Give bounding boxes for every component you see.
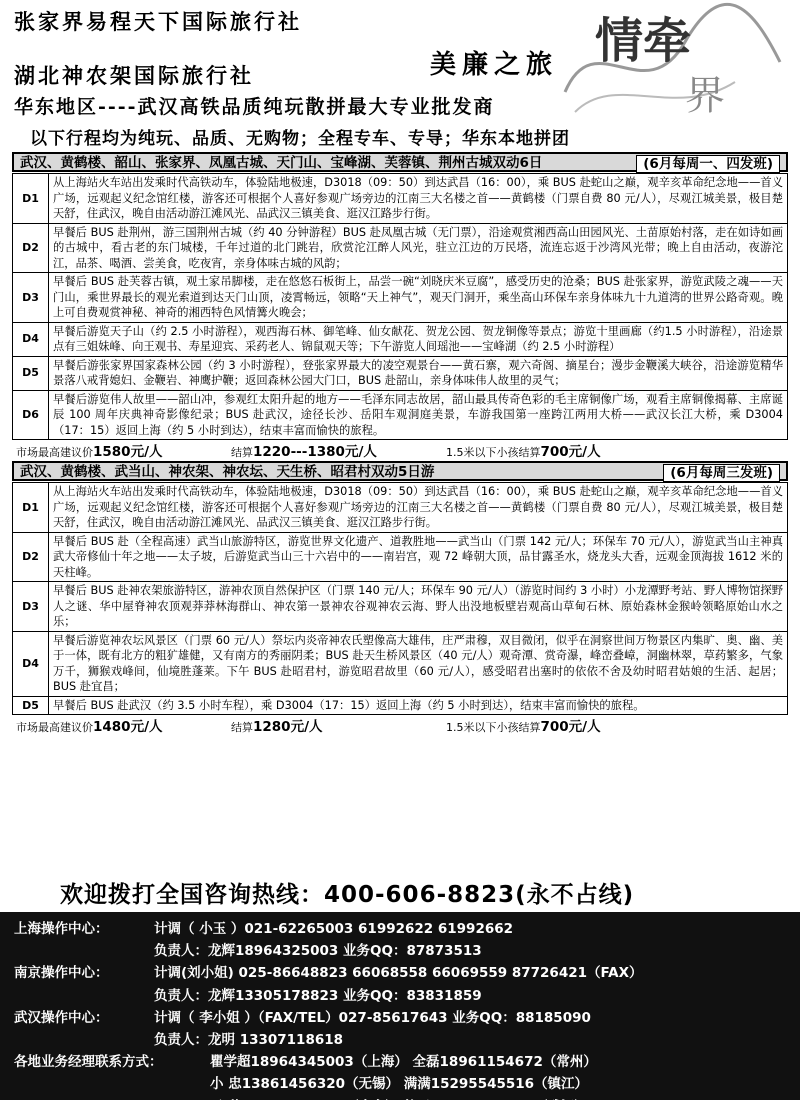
managers-label: 各地业务经理联系方式： (14, 1054, 163, 1071)
decorative-calligraphy (555, 2, 785, 120)
wuhan-center-label: 武汉操作中心： (14, 1009, 109, 1026)
table-row (13, 483, 788, 533)
route2-title-bar (12, 461, 788, 481)
table-row (13, 631, 788, 696)
wuhan-manager: 负责人：龙明 13307118618 (154, 1031, 344, 1048)
day-description: 早餐后游张家界国家森林公园（约 3 小时游程），登张家界最大的凌空观景台——黄石寨，观六奇阁、摘星台；漫步金鞭溪大峡谷，沿途游览精华景落八戒背媳妇、金鞭岩、神鹰护鞭；返回森林公园大门口，BUS 赴韶山，亲身体味伟人故里的灵气； (49, 356, 788, 390)
shanghai-manager-row (14, 940, 786, 962)
child-price: 1.5米以下小孩结算700元/人 (446, 444, 601, 460)
table-row (13, 322, 788, 356)
nanjing-manager-row (14, 985, 786, 1007)
managers-line-2: 小 忠13861456320（无锡） 满满15295545516（镇江） (210, 1076, 589, 1093)
wuhan-phones: 计调（ 李小姐 ）（FAX/TEL）027-85617643 业务QQ：88185090 (154, 1009, 591, 1026)
day-description: 从上海站火车站出发乘时代高铁动车，体验陆地极速，D3018（09：50）到达武昌（16：00），乘 BUS 赴蛇山之巅，观辛亥革命纪念地——首义广场，远观起义纪念馆红楼，游客还可根据个人喜好参观广场旁边的江南三大名楼之首——黄鹤楼（门票自费 80 元/人），尽观江城美景，极目楚天舒，住武汉，晚自由活动游江滩风光、品武汉三镇美食、逛汉江路步行街。 (49, 174, 788, 224)
agency-name-2: 湖北神农架国际旅行社 (14, 63, 254, 88)
route2-schedule-tag: (6月每周三发班) (663, 464, 780, 482)
route2-title: 武汉、黄鹤楼、武当山、神农架、神农坛、天生桥、昭君村双动5日游 (20, 464, 435, 480)
route1-schedule-tag: (6月每周一、四发班) (636, 155, 780, 173)
table-row (13, 223, 788, 273)
contact-panel (0, 912, 800, 1115)
day-label: D2 (13, 223, 49, 273)
settle-price: 结算1220---1380元/人 (231, 444, 377, 460)
table-row (13, 582, 788, 632)
day-label: D4 (13, 322, 49, 356)
market-price: 市场最高建议价1480元/人 (16, 719, 163, 735)
nanjing-center-label: 南京操作中心： (14, 965, 109, 982)
nanjing-phones: 计调(刘小姐) 025-86648823 66068558 66069559 87726421（FAX） (154, 965, 643, 982)
hotline: 欢迎拨打全国咨询热线：400-606-8823(永不占线) (60, 882, 635, 908)
settle-price: 结算1280元/人 (231, 719, 323, 735)
route2-price-row (16, 717, 784, 733)
market-price: 市场最高建议价1580元/人 (16, 444, 163, 460)
day-label: D2 (13, 532, 49, 582)
day-description: 早餐后游览神农坛风景区（门票 60 元/人）祭坛内炎帝神农氏塑像高大雄伟，庄严肃穆，双目微闭，似乎在洞察世间万物景区内集旷、奥、幽、美于一体，既有北方的粗犷雄健，又有南方的秀丽阴柔；BUS 赴天生桥风景区（40 元/人）观奇潭、赏奇瀑，峰峦叠嶂，洞幽林翠，草药繁多，气象万千，狮猴戏峰间，仙境胜蓬莱。下午 BUS 赴昭君村，游览昭君故里（60 元/人），感受昭君出塞时的依依不舍及幼时昭君姑娘的生活、起居；BUS 赴宜昌； (49, 631, 788, 696)
route1-title: 武汉、黄鹤楼、韶山、张家界、凤凰古城、天门山、宝峰湖、芙蓉镇、荆州古城双动6日 (20, 155, 543, 171)
day-label: D5 (13, 356, 49, 390)
wuhan-manager-row (14, 1029, 786, 1051)
agency-name-1: 张家界易程天下国际旅行社 (14, 9, 302, 34)
day-description: 早餐后 BUS 赴芙蓉古镇，观土家吊脚楼，走在悠悠石板街上，品尝一碗“刘晓庆米豆腐”，感受历史的沧桑；BUS 赴张家界，游览武陵之魂——天门山，乘世界最长的观光索道到达天门山顶，凌霄畅远，领略“天上神气”，观天门洞开，乘坐高山环保车亲身体味九十九道湾的世界公路奇观。晚上可自费观赏神秘、神奇的湘西特色风情篝火晚会； (49, 273, 788, 323)
managers-row-2 (14, 1073, 786, 1095)
route1-price-row (16, 442, 784, 458)
managers-row-3 (14, 1096, 786, 1118)
deco-text-2: 界 (685, 73, 725, 119)
day-label: D4 (13, 631, 49, 696)
agency-tagline: 华东地区----武汉高铁品质纯玩散拼最大专业批发商 (14, 96, 495, 118)
day-label: D3 (13, 273, 49, 323)
shanghai-manager: 负责人：龙辉18964325003 业务QQ：87873513 (154, 943, 482, 960)
table-row (13, 273, 788, 323)
header (0, 0, 800, 152)
day-description: 早餐后 BUS 赴武汉（约 3.5 小时车程），乘 D3004（17：15）返回上海（约 5 小时到达），结束丰富而愉快的旅程。 (49, 696, 788, 715)
nanjing-contact-row (14, 962, 786, 984)
nanjing-manager: 负责人：龙辉13305178823 业务QQ：83831859 (154, 987, 482, 1004)
day-label: D6 (13, 390, 49, 440)
slogan: 以下行程均为纯玩、品质、无购物；全程专车、专导；华东本地拼团 (30, 129, 570, 149)
day-description: 早餐后游览天子山（约 2.5 小时游程），观西海石林、御笔峰、仙女献花、贺龙公园、贺龙铜像等景点；游览十里画廊（约1.5 小时游程），沿途景点有三姐妹峰、向王观书、寿星迎宾、采药老人、锦鼠观天等；下午游览人间瑶池——宝峰湖（约 2.5 小时游程） (49, 322, 788, 356)
managers-row-1 (14, 1051, 786, 1073)
day-label: D3 (13, 582, 49, 632)
day-label: D1 (13, 483, 49, 533)
deco-text-1: 情牵 (595, 13, 692, 69)
managers-line-1: 瞿学超18964345003（上海） 全磊18961154672（常州） (210, 1054, 597, 1071)
wuhan-contact-row (14, 1007, 786, 1029)
child-price: 1.5米以下小孩结算700元/人 (446, 719, 601, 735)
route1-title-bar (12, 152, 788, 172)
route2-itinerary-table (12, 482, 788, 715)
table-row (13, 390, 788, 440)
table-row (13, 174, 788, 224)
brand-title: 美廉之旅 (430, 50, 559, 80)
day-description: 早餐后游览伟人故里——韶山冲，参观红太阳升起的地方——毛泽东同志故居，韶山最具传奇色彩的毛主席铜像广场，观看主席铜像揭幕、主席诞辰 100 周年庆典神奇影像纪录；BUS 赴武汉，途径长沙、岳阳车观洞庭美景，车游我国第一座跨江两用大桥——武汉长江大桥，乘 D3004（17：15）返回上海（约 5 小时到达），结束丰富而愉快的旅程。 (49, 390, 788, 440)
day-description: 从上海站火车站出发乘时代高铁动车，体验陆地极速，D3018（09：50）到达武昌（16：00），乘 BUS 赴蛇山之巅，观辛亥革命纪念地——首义广场，远观起义纪念馆红楼，游客还可根据个人喜好参观广场旁边的江南三大名楼之首——黄鹤楼（门票自费 80 元/人），尽观江城美景，极目楚天舒，住武汉，晚自由活动游江滩风光、品武汉三镇美食、逛汉江路步行街。 (49, 483, 788, 533)
day-description: 早餐后 BUS 赴荆州，游三国荆州古城（约 40 分钟游程）BUS 赴凤凰古城（无门票），沿途观赏湘西高山田园风光、土苗原始村落，走在如诗如画的古城中，看古老的东门城楼，千年过道的北门跳岩，欣赏沱江醉人风光，驻立江边的万民塔，流连忘返于沙湾风光带；晚上自由活动，夜游沱江，品茶、喝酒、尝美食，吃夜宵，亲身体味古城的风韵； (49, 223, 788, 273)
shanghai-phones: 计调（ 小玉 ）021-62265003 61992622 61992662 (154, 921, 514, 937)
day-description: 早餐后 BUS 赴神农架旅游特区，游神农顶自然保护区（门票 140 元/人；环保车 90 元/人）（游览时间约 3 小时）小龙潭野考站、野人博物馆探野人之谜、华中屋脊神农顶观莽莽林海群山、神农第一景神农谷观神农云海、野人出没地板壁岩观高山草甸石林、原始森林金猴岭领略原始山水之乐； (49, 582, 788, 632)
route1-itinerary-table (12, 173, 788, 440)
day-description: 早餐后 BUS 赴（全程高速）武当山旅游特区，游览世界文化遗产、道教胜地——武当山（门票 142 元/人；环保车 70 元/人），游览武当山主神真武大帝修仙十年之地——太子坡，后游览武当山三十六岩中的——南岩宫，观 72 峰朝大顶，品甘露圣水，烧龙头大香，远观金顶海拔 1612 米的天柱峰。 (49, 532, 788, 582)
day-label: D5 (13, 696, 49, 715)
managers-line-3: 云 儿15195889545（南京） 蚊子15827308827（武汉） (210, 1098, 589, 1115)
day-label: D1 (13, 174, 49, 224)
table-row (13, 532, 788, 582)
shanghai-contact-row (14, 918, 786, 940)
table-row (13, 356, 788, 390)
table-row (13, 696, 788, 715)
shanghai-center-label: 上海操作中心： (14, 921, 109, 937)
